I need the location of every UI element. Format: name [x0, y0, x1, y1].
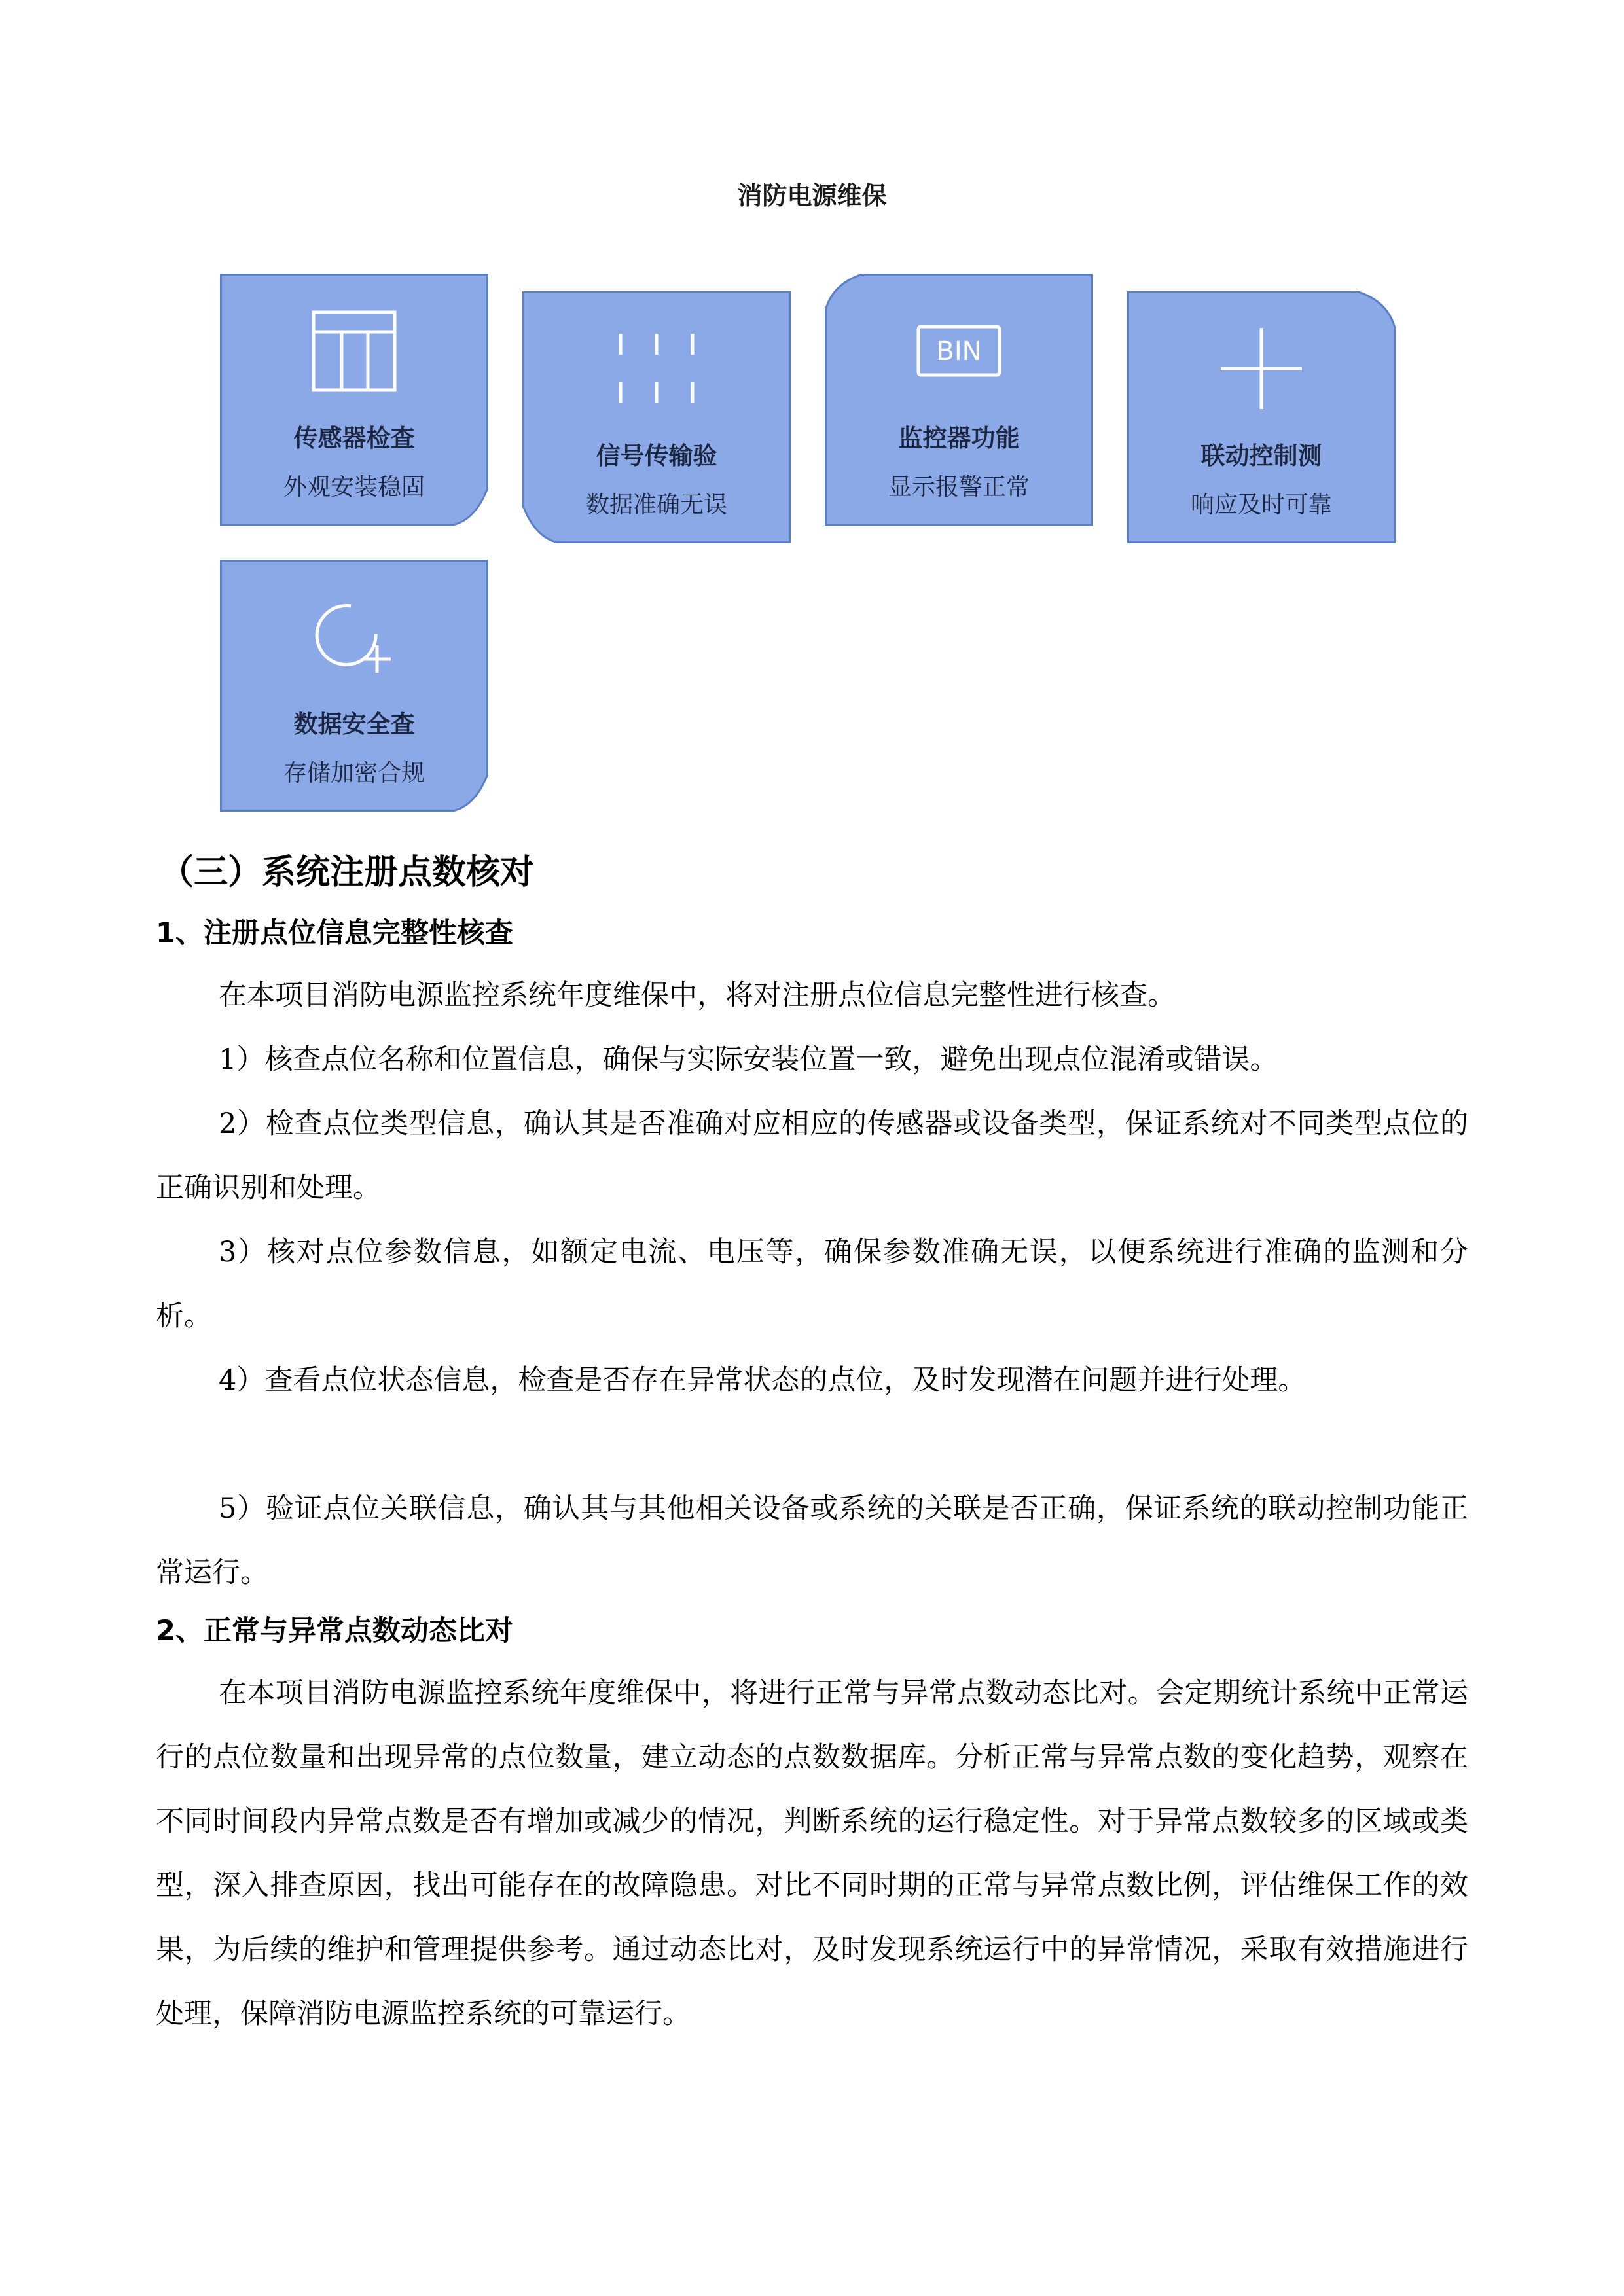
- diagram-title: 消防电源维保: [737, 181, 887, 210]
- paragraph: 4）查看点位状态信息，检查是否存在异常状态的点位，及时发现潜在问题并进行处理。: [219, 1364, 1307, 1397]
- vertical-dashes-icon: [524, 319, 789, 418]
- page-curl-icon: [1356, 291, 1396, 331]
- bin-icon: [827, 302, 1091, 400]
- page-curl-icon: [825, 274, 864, 313]
- table-icon: [222, 302, 486, 400]
- page-curl-icon: [449, 772, 488, 812]
- paragraph: 1）核查点位名称和位置信息，确保与实际安装位置一致，避免出现点位混淆或错误。: [219, 1043, 1278, 1076]
- card-title: 数据安全查: [293, 710, 415, 738]
- paragraph: 5）验证点位关联信息，确认其与其他相关设备或系统的关联是否正确，保证系统的联动控制功能正常运行。: [156, 1492, 1468, 1589]
- subsection-heading-2: 2、正常与异常点数动态比对: [156, 1615, 513, 1647]
- bin-icon-text: BIN: [936, 336, 982, 367]
- subsection-heading-1: 1、注册点位信息完整性核查: [156, 917, 513, 950]
- card-title: 联动控制测: [1200, 442, 1322, 470]
- card-subtitle: 外观安装稳固: [283, 474, 425, 501]
- paragraph: 3）核对点位参数信息，如额定电流、电压等，确保参数准确无误，以便系统进行准确的监测和分析。: [156, 1236, 1468, 1333]
- card-title: 监控器功能: [898, 424, 1020, 452]
- card-subtitle: 显示报警正常: [888, 474, 1030, 501]
- section-heading: （三）系统注册点数核对: [160, 853, 535, 892]
- card-monitor-function: [825, 274, 1093, 526]
- card-title: 信号传输验: [596, 442, 717, 470]
- page-curl-icon: [522, 504, 562, 543]
- page-curl-icon: [449, 486, 488, 526]
- card-subtitle: 存储加密合规: [283, 760, 425, 787]
- circle-plus-icon: [222, 588, 486, 686]
- card-subtitle: 响应及时可靠: [1190, 492, 1332, 518]
- plus-icon: [1129, 319, 1394, 418]
- card-signal-transmission: [522, 291, 791, 543]
- card-data-security: [220, 560, 488, 812]
- paragraph: 在本项目消防电源监控系统年度维保中，将进行正常与异常点数动态比对。会定期统计系统中正常运行的点位数量和出现异常的点位数量，建立动态的点数数据库。分析正常与异常点数的变化趋势，观察在不同时间段内异常点数是否有增加或减少的情况，判断系统的运行稳定性。对于异常点数较多的区域或类型，深入排查原因，找出可能存在的故障隐患。对比不同时期的正常与异常点数比例，评估维保工作的效果，为后续的维护和管理提供参考。通过动态比对，及时发现系统运行中的异常情况，采取有效措施进行处理，保障消防电源监控系统的可靠运行。: [156, 1677, 1468, 2030]
- card-sensor-check: [220, 274, 488, 526]
- paragraph: 在本项目消防电源监控系统年度维保中，将对注册点位信息完整性进行核查。: [219, 979, 1176, 1012]
- paragraph: 2）检查点位类型信息，确认其是否准确对应相应的传感器或设备类型，保证系统对不同类型点位的正确识别和处理。: [156, 1107, 1468, 1204]
- card-title: 传感器检查: [293, 424, 415, 452]
- card-linkage-control: [1127, 291, 1396, 543]
- card-subtitle: 数据准确无误: [585, 492, 727, 518]
